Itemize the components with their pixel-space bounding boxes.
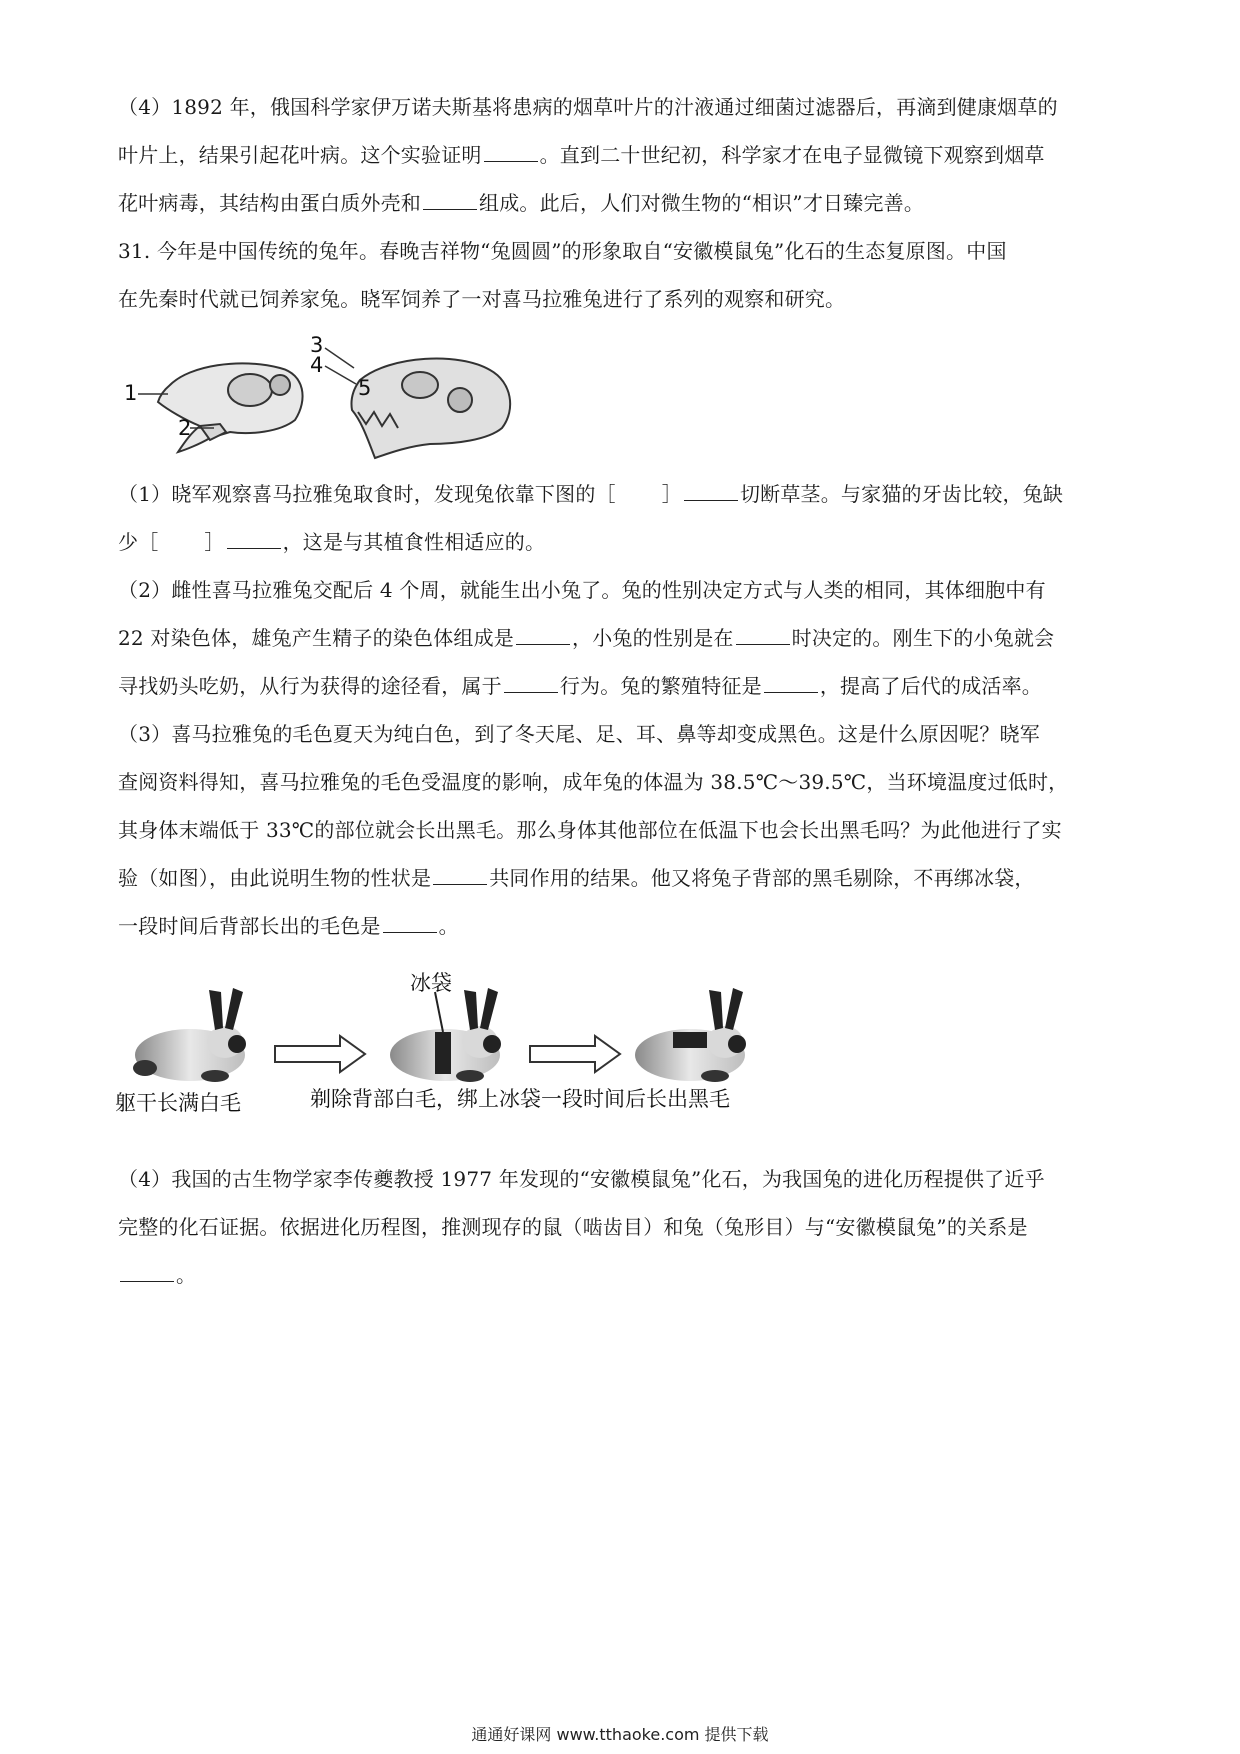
cat-skull-drawing xyxy=(351,359,510,458)
q31-4-line3: 。 xyxy=(118,1251,1128,1299)
q31-parts-1-3 xyxy=(118,470,1128,950)
answer-blank xyxy=(227,526,281,549)
q31-3-line4: 验（如图），由此说明生物的性状是 共同作用的结果。他又将兔子背部的黑毛剔除，不再绑冰袋， xyxy=(118,854,1128,902)
caption-right: 剃除背部白毛，绑上冰袋一段时间后长出黑毛 xyxy=(310,1087,730,1111)
answer-blank xyxy=(383,910,437,933)
answer-blank xyxy=(504,670,558,693)
q31-3-line1: （3）喜马拉雅兔的毛色夏天为纯白色，到了冬天尾、足、耳、鼻等却变成黑色。这是什么原因呢？晓军 xyxy=(118,722,1040,746)
q31-2-line1: （2）雌性喜马拉雅兔交配后 4 个周，就能生出小兔了。兔的性别决定方式与人类的相同，其体细胞中有 xyxy=(118,578,1046,602)
q31-4-line1: （4）我国的古生物学家李传夔教授 1977 年发现的“安徽模鼠兔”化石，为我国兔的进化历程提供了近乎 xyxy=(118,1167,1045,1191)
q31-part4 xyxy=(118,1155,1128,1299)
answer-blank xyxy=(684,478,738,501)
q31-3-line5: 一段时间后背部长出的毛色是 。 xyxy=(118,902,1128,950)
rabbit-1-image xyxy=(133,988,246,1082)
q31-4-line2: 完整的化石证据。依据进化历程图，推测现存的鼠（啮齿目）和兔（兔形目）与“安徽模鼠兔”的关系是 xyxy=(118,1215,1028,1239)
q31-3-line2: 查阅资料得知，喜马拉雅兔的毛色受温度的影响，成年兔的体温为 38.5℃～39.5℃，当环境温度过低时， xyxy=(118,770,1069,794)
answer-blank xyxy=(764,670,818,693)
q30-4-line1: （4）1892 年，俄国科学家伊万诺夫斯基将患病的烟草叶片的汁液通过细菌过滤器后，再滴到健康烟草的 xyxy=(118,95,1058,119)
skull-label-4: 4 xyxy=(310,353,324,377)
q31-intro-line1: 31. 今年是中国传统的兔年。春晚吉祥物“兔圆圆”的形象取自“安徽模鼠兔”化石的生态复原图。中国 xyxy=(118,239,1007,263)
rabbit-experiment-figure xyxy=(115,970,765,1120)
q31-1-line2: 少［ ］ ，这是与其植食性相适应的。 xyxy=(118,518,1128,566)
answer-blank xyxy=(736,622,790,645)
q30-4-line3: 花叶病毒，其结构由蛋白质外壳和 组成。此后，人们对微生物的“相识”才日臻完善。 xyxy=(118,179,1128,227)
caption-left: 躯干长满白毛 xyxy=(115,1091,241,1115)
q31-intro xyxy=(118,227,1128,323)
rabbit-2-image xyxy=(390,988,501,1082)
rabbit-3-image xyxy=(635,988,746,1082)
page-footer: 通通好课网 www.tthaoke.com 提供下载 xyxy=(471,1725,769,1744)
q30-part4 xyxy=(118,83,1128,227)
arrow-right-icon xyxy=(530,1036,620,1072)
q31-1-line1: （1）晓军观察喜马拉雅兔取食时，发现兔依靠下图的［ ］ 切断草茎。与家猫的牙齿比较，兔缺 xyxy=(118,470,1128,518)
arrow-right-icon xyxy=(275,1036,365,1072)
answer-blank xyxy=(433,862,487,885)
q31-2-line2: 22 对染色体，雄兔产生精子的染色体组成是 ，小兔的性别是在 时决定的。刚生下的小兔就会 xyxy=(118,614,1128,662)
ice-bag-label: 冰袋 xyxy=(410,971,452,995)
skull-figure xyxy=(124,333,550,465)
skull-label-2: 2 xyxy=(178,416,192,440)
skull-label-1: 1 xyxy=(124,381,138,405)
skull-label-3: 3 xyxy=(310,333,324,357)
skull-label-5: 5 xyxy=(358,376,372,400)
answer-blank xyxy=(120,1259,174,1282)
answer-blank xyxy=(423,187,477,210)
q31-2-line3: 寻找奶头吃奶，从行为获得的途径看，属于 行为。兔的繁殖特征是 ，提高了后代的成活率。 xyxy=(118,662,1128,710)
q31-3-line3: 其身体末端低于 33℃的部位就会长出黑毛。那么身体其他部位在低温下也会长出黑毛吗？为此他进行了实 xyxy=(118,818,1062,842)
q30-4-line2: 叶片上，结果引起花叶病。这个实验证明 。直到二十世纪初，科学家才在电子显微镜下观察到烟草 xyxy=(118,131,1128,179)
answer-blank xyxy=(516,622,570,645)
answer-blank xyxy=(484,139,538,162)
q31-intro-line2: 在先秦时代就已饲养家兔。晓军饲养了一对喜马拉雅兔进行了系列的观察和研究。 xyxy=(118,287,846,311)
